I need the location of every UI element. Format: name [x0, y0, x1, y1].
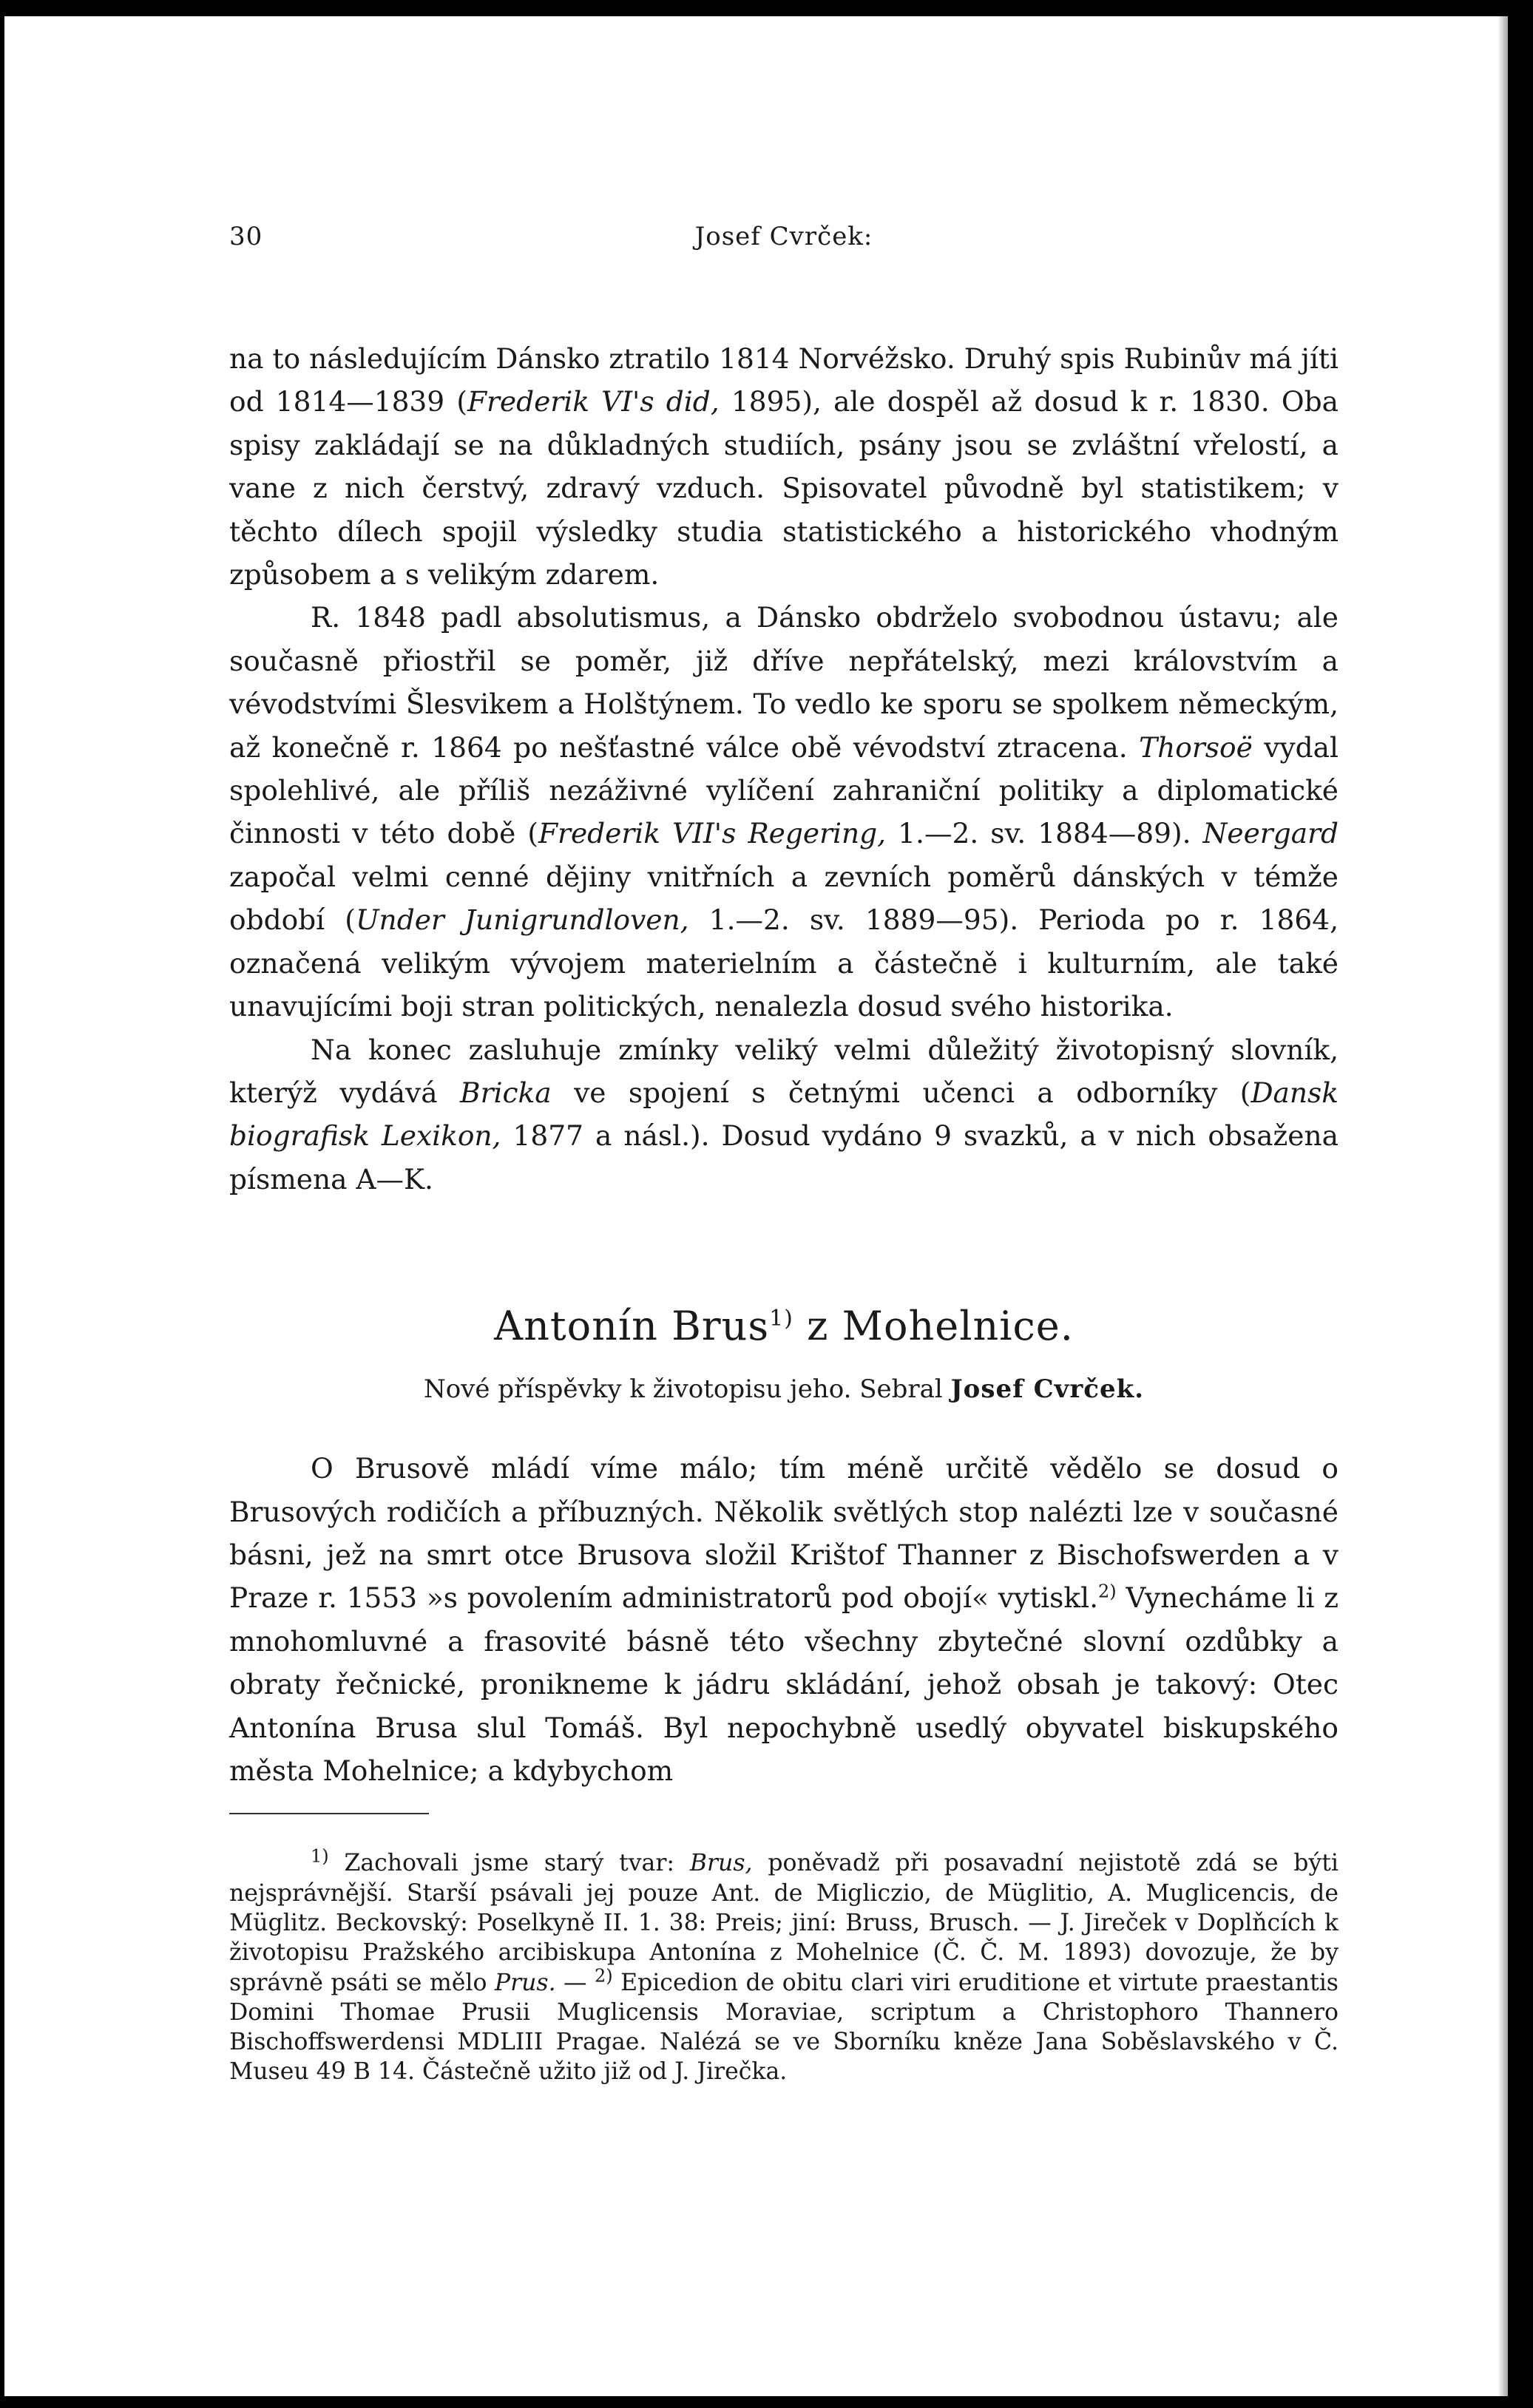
text-run: Zachovali jsme starý tvar:: [328, 1850, 690, 1877]
scan-border-bottom: [0, 2396, 1533, 2408]
paragraph-intro: [229, 1447, 1339, 1792]
subtitle-text: Nové příspěvky k životopisu jeho. Sebral: [423, 1374, 951, 1405]
text-run: ve spojení s četnými učenci a odborníky (: [551, 1076, 1251, 1109]
italic-word: Prus.: [494, 1969, 556, 1996]
author-name: Josef Cvrček.: [950, 1374, 1145, 1405]
italic-word: Brus,: [689, 1850, 753, 1877]
footnote-mark: 2): [594, 1965, 613, 1987]
text-run: R. 1848 padl absolutismus, a Dánsko obdrželo svobodnou ústavu; ale současně přiostřil se poměr, již dříve nepřátelský, mezi královstvím a vévodstvími Šlesvikem a Holštýnem. To vedlo ke sporu se spolkem německým, až konečně r. 1864 po nešťastné válce obě vévodství ztracena.: [229, 601, 1339, 764]
text-run: 1895), ale dospěl až dosud k r. 1830. Oba spisy zakládají se na důkladných studiích, psány jsou se zvláštní vřelostí, a vane z nich čerstvý, zdravý vzduch. Spisovatel původně byl statistikem; v těchto dílech spojil výsledky studia statistického a historického vhodným způsobem a s velikým zdarem.: [229, 385, 1339, 591]
italic-title: Frederik VII's Regering,: [538, 817, 887, 850]
previous-article-text: [229, 337, 1339, 1201]
italic-title: Frederik VI's did,: [467, 385, 720, 418]
book-page: [229, 222, 1339, 2087]
paragraph-continued: [229, 337, 1339, 596]
article-body: [229, 1447, 1339, 1792]
page-number: 30: [229, 222, 263, 251]
text-run: Epicedion de obitu clari viri eruditione et virtute praestantis Domini Thomae Prusii Muglicensis Moraviae, scriptum a Christophoro Thannero Bischoffswerdensi MDLIII Pragae. Nalézá se ve Sborníku kněze Jana Soběslavského v Č. Museu 49 B 14. Částečně užito již od J. Jirečka.: [229, 1969, 1339, 2086]
italic-author: Neergard: [1202, 817, 1339, 850]
italic-author: Bricka: [460, 1076, 552, 1109]
footnote-ref: 1): [769, 1306, 793, 1332]
text-run: vydal spolehlivé, ale příliš nezáživné vylíčení zahraniční politiky a diplomatické činnosti v této době (: [229, 730, 1339, 850]
text-run: Na konec zasluhuje zmínky veliký velmi důležitý životopisný slovník, kterýž vydává: [229, 1033, 1339, 1109]
title-text: z Mohelnice.: [793, 1303, 1074, 1350]
text-run: 1877 a násl.). Dosud vydáno 9 svazků, a v nich obsažena písmena A—K.: [229, 1119, 1339, 1195]
text-run: 1.—2. sv. 1884—89).: [886, 817, 1203, 850]
text-run: —: [555, 1969, 595, 1996]
text-run: započal velmi cenné dějiny vnitřních a zevních poměrů dánských v témže období (: [229, 860, 1339, 937]
italic-title: Under Junigrundloven,: [355, 903, 689, 937]
text-run: O Brusově mládí víme málo; tím méně určitě vědělo se dosud o Brusových rodičích a příbuzných. Několik světlých stop nalézti lze v současné básni, jež na smrt otce Brusova složil Krištof Thanner z Bischofswerden a v Praze r. 1553 »s povolením administratorů pod obojí« vytiskl.: [229, 1452, 1339, 1615]
footnote-ref: 2): [1098, 1581, 1117, 1602]
footnotes: [229, 1845, 1339, 2086]
article-subtitle: [229, 1374, 1339, 1404]
title-text: Antonín Brus: [494, 1303, 770, 1350]
running-title: Josef Cvrček:: [694, 222, 873, 251]
scan-border-left: [0, 0, 4, 2408]
scan-border-right: [1508, 0, 1533, 2408]
paragraph-lexikon: [229, 1028, 1339, 1201]
text-run: na to následujícím Dánsko ztratilo 1814 Norvéžsko. Druhý spis Rubinův má jíti od 1814—1839 (: [229, 342, 1339, 418]
italic-author: Thorsoë: [1139, 730, 1253, 764]
text-run: Vynecháme li z mnohomluvné a frasovité básně této všechny zbytečné slovní ozdůbky a obraty řečnické, pronikneme k jádru skládání, jehož obsah je takový: Otec Antonína Brusa slul Tomáš. Byl nepochybně usedlý obyvatel biskupského města Mohelnice; a kdybychom: [229, 1581, 1339, 1787]
footnote-rule: [229, 1813, 429, 1814]
running-head: [229, 222, 1339, 266]
scan-shadow: [1498, 0, 1508, 2408]
text-run: 1.—2. sv. 1889—95). Perioda po r. 1864, označená velikým vývojem materielním a částečně i kulturním, ale také unavujícími boji stran politických, nenalezla dosud svého historika.: [229, 903, 1339, 1023]
article-title: [229, 1303, 1339, 1349]
footnote: [229, 1845, 1339, 2086]
footnote-mark: 1): [311, 1845, 329, 1867]
italic-title: Dansk biografisk Lexikon,: [229, 1076, 1339, 1153]
paragraph-1848: [229, 596, 1339, 1028]
text-run: poněvadž při posavadní nejistotě zdá se býti nejsprávnější. Starší psávali jej pouze Ant. de Migliczio, de Müglitio, A. Muglicencis, de Müglitz. Beckovský: Poselkyně II. 1. 38: Preis; jiní: Bruss, Brusch. — J. Jireček v Doplňcích k životopisu Pražského arcibiskupa Antonína z Mohelnice (Č. Č. M. 1893) dovozuje, že by správně psáti se mělo: [229, 1850, 1339, 1996]
scan-border-top: [0, 0, 1533, 16]
